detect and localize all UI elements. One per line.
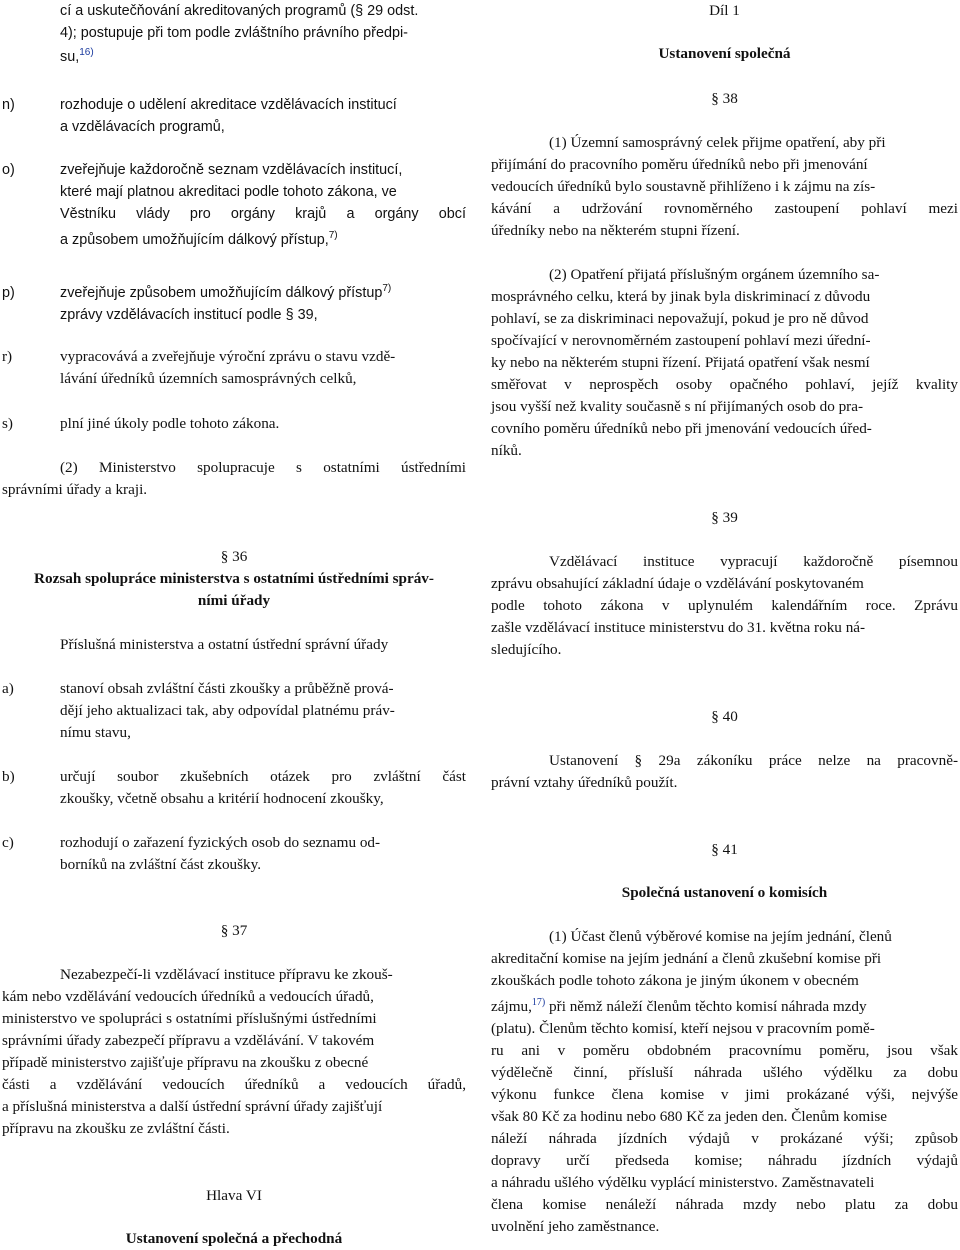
- text-line: stanoví obsah zvláštní části zkoušky a průběžně prová-: [60, 680, 394, 697]
- text-line: rozhodují o zařazení fyzických osob do seznamu od-: [60, 834, 381, 851]
- text-line: Vzdělávací instituce vypracují každoročně písemnou: [549, 553, 958, 570]
- text-line: cí a uskutečňování akreditovaných programů (§ 29 odst.: [60, 3, 419, 19]
- text-line: zašle vzdělávací instituce ministerstvu do 31. května roku ná-: [491, 619, 866, 636]
- text-line: lávání úředníků územních samosprávných celků,: [60, 370, 357, 387]
- section-number: § 37: [220, 922, 248, 939]
- text-line: rozhoduje o udělení akreditace vzdělávacích institucí: [60, 97, 397, 113]
- text-line: ministerstvo ve spolupráci s ostatními příslušnými ústředními: [2, 1010, 377, 1027]
- text-line: správními úřady zabezpečí přípravu a vzdělávání. V takovém: [2, 1032, 375, 1049]
- text-line: a způsobem umožňujícím dálkový přístup,$^{7)}$: [60, 230, 338, 248]
- text-line: ky nebo na některém stupni řízení. Přijatá opatření však nesmí: [491, 354, 870, 371]
- text-line: borníků na zvláštní část zkoušky.: [60, 856, 262, 873]
- text-line: zkoušky, včetně obsahu a kritérií hodnocení zkoušky,: [60, 790, 384, 807]
- text-line: kám nebo vzdělávání vedoucích úředníků a vedoucích úřadů,: [2, 988, 374, 1005]
- item-label: n): [2, 97, 15, 113]
- text-line: sledujícího.: [491, 641, 562, 658]
- footnote-link[interactable]: 16): [79, 47, 94, 58]
- item-label: s): [2, 415, 13, 432]
- text-line: člena komise nenáleží náhrada mzdy nebo platu za dobu: [491, 1196, 958, 1213]
- part-heading: Díl 1: [709, 2, 740, 19]
- text-line: však 80 Kč za hodinu nebo 680 Kč za jeden den. Členům komise: [491, 1108, 888, 1125]
- chapter-heading: Hlava VI: [206, 1187, 262, 1204]
- footnote-link[interactable]: 17): [531, 997, 546, 1008]
- text-line: Ustanovení § 29a zákoníku práce nelze na pracovně-: [549, 752, 958, 769]
- text-line: (1) Územní samosprávný celek přijme opatření, aby při: [549, 134, 886, 151]
- text-line: právní vztahy úředníků použít.: [491, 774, 678, 791]
- section-number: § 41: [711, 841, 738, 858]
- text-line: pohlaví, se za diskriminaci nepovažují, pokud je pro ně důvod: [491, 310, 869, 327]
- text-line: 4); postupuje při tom podle zvláštního právního předpi-: [60, 25, 408, 41]
- text-line: případě ministerstvo zajišťuje přípravu na zkoušku z obecné: [2, 1054, 369, 1071]
- text-line: podle tohoto zákona v uplynulém kalendářním roce. Zprávu: [491, 597, 958, 614]
- text-line: nímu stavu,: [60, 724, 131, 741]
- text-line: zveřejňuje způsobem umožňujícím dálkový přístup$^{7)}$: [60, 283, 392, 301]
- text-line: uvolnění jeho zaměstnance.: [491, 1218, 660, 1235]
- text-line: vypracovává a zveřejňuje výroční zprávu o stavu vzdě-: [60, 348, 396, 365]
- text-line: (2) Ministerstvo spolupracuje s ostatními ústředními: [60, 459, 466, 476]
- text-line: akreditační komise na jejím jednání a členů zkušební komise při: [491, 950, 882, 967]
- section-title: Společná ustanovení o komisích: [621, 884, 828, 901]
- section-number: § 40: [711, 708, 738, 725]
- text-line: úředníky nebo na některém stupni řízení.: [491, 222, 740, 239]
- text-line: dopravy určí předseda komise; náhradu jízdních výdajů: [491, 1152, 958, 1169]
- text-line: zveřejňuje každoročně seznam vzdělávacích institucí,: [60, 162, 403, 178]
- part-title: Ustanovení společná: [658, 45, 791, 62]
- text-line: plní jiné úkoly podle tohoto zákona.: [60, 415, 280, 432]
- text-line: výdělečně činní, přísluší náhrada ušlého výdělku za dobu: [491, 1064, 958, 1081]
- text-line: zprávy vzdělávacích institucí podle § 39,: [60, 307, 318, 323]
- section-number: § 36: [220, 548, 248, 565]
- text-line: přijímání do pracovního poměru úředníků nebo při jmenování: [491, 156, 868, 173]
- text-line: (platu). Členům těchto komisí, kteří nejsou v pracovním pomě-: [491, 1020, 875, 1037]
- text-line: Příslušná ministerstva a ostatní ústřední správní úřady: [60, 636, 389, 653]
- text-line: Věstníku vlády pro orgány krajů a orgány obcí: [60, 206, 466, 222]
- text-line: zprávu obsahující základní údaje o vzdělávání poskytovaném: [491, 575, 864, 592]
- text-line: kávání a udržování rovnoměrného zastoupení pohlaví mezi: [491, 200, 958, 217]
- section-title: Rozsah spolupráce ministerstva s ostatními ústředními správ-: [34, 570, 434, 587]
- text-line: určují soubor zkušebních otázek pro zvláštní část: [60, 768, 466, 785]
- text-line: su,$^{16)}$: [60, 47, 94, 65]
- text-line: zkouškách podle tohoto zákona je jiným úkonem v obecném: [491, 972, 859, 989]
- section-number: § 39: [711, 509, 738, 526]
- text-line: směřovat v neprospěch osoby opačného pohlaví, jejíž kvality: [491, 376, 958, 393]
- text-line: a vzdělávacích programů,: [60, 119, 225, 135]
- text-line: (2) Opatření přijatá příslušným orgánem územního sa-: [549, 266, 880, 283]
- text-line: výkonu funkce člena komise v jimi prokázané výši, nejvýše: [491, 1086, 958, 1103]
- chapter-title: Ustanovení společná a přechodná: [125, 1230, 343, 1247]
- text-line: vedoucích úředníků bylo soustavně přihlíženo i k zájmu na zís-: [491, 178, 876, 195]
- text-line: správními úřady a kraji.: [2, 481, 148, 498]
- text-line: níků.: [491, 442, 522, 459]
- item-label: r): [2, 348, 13, 365]
- section-number: § 38: [711, 90, 738, 107]
- item-label: o): [2, 162, 15, 178]
- text-line: (1) Účast členů výběrové komise na jejím jednání, členů: [549, 928, 892, 945]
- text-line: jsou vyšší než kvality současně s ní přijímaných osob do pra-: [491, 398, 864, 415]
- footnote-ref: 7): [328, 230, 338, 241]
- item-label: a): [2, 680, 14, 697]
- text-line: mosprávného celku, která by jinak byla diskriminací z důvodu: [491, 288, 871, 305]
- text-line: a příslušná ministerstva a další ústřední správní úřady zajišťují: [2, 1098, 383, 1115]
- item-label: p): [2, 285, 15, 301]
- text-line: které mají platnou akreditaci podle tohoto zákona, ve: [60, 184, 397, 200]
- item-label: c): [2, 834, 14, 851]
- text-line: náleží náhrada jízdních výdajů v prokázané výši; způsob: [491, 1130, 958, 1147]
- text-line: covního poměru úředníků nebo při jmenování vedoucích úřed-: [491, 420, 872, 437]
- text-line: spočívající v nerovnoměrném zastoupení pohlaví mezi úřední-: [491, 332, 871, 349]
- text-line: zájmu,$^{17)}$ při němž náleží členům těchto komisí náhrada mzdy: [491, 997, 867, 1015]
- text-line: části a vzdělávání vedoucích úředníků a vedoucích úřadů,: [2, 1076, 466, 1093]
- text-line: přípravu na zkoušku ze zvláštní části.: [2, 1120, 230, 1137]
- footnote-ref: 7): [382, 283, 392, 294]
- text-line: dějí jeho aktualizaci tak, aby odpovídal platnému práv-: [60, 702, 395, 719]
- item-label: b): [2, 768, 15, 785]
- section-title: ními úřady: [197, 592, 271, 609]
- text-line: ru ani v poměru obdobném pracovnímu poměru, jsou však: [491, 1042, 958, 1059]
- text-line: a náhradu ušlého výdělku vyplácí ministerstvo. Zaměstnavateli: [491, 1174, 875, 1191]
- text-line: Nezabezpečí-li vzdělávací instituce přípravu ke zkouš-: [60, 966, 393, 983]
